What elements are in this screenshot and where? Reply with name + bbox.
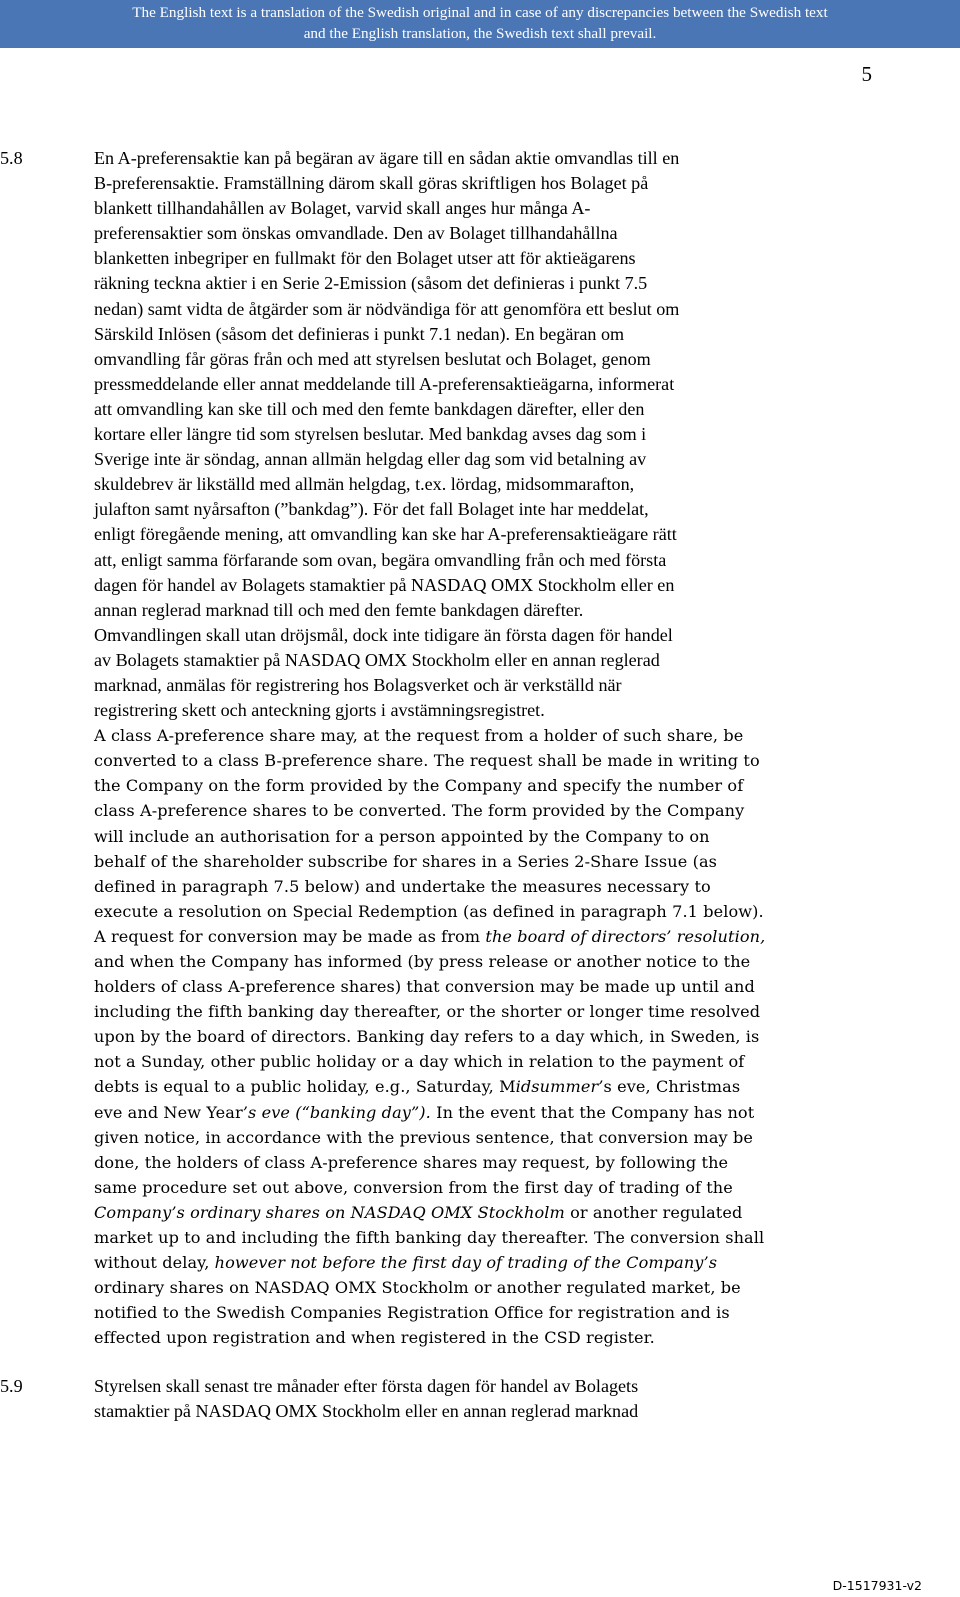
text-run: eve and New Year xyxy=(94,1102,243,1122)
text-run: without delay, xyxy=(94,1253,215,1273)
document-id: D-1517931-v2 xyxy=(832,1578,922,1593)
text-line: same procedure set out above, conversion from the first day of trading of the xyxy=(94,1177,733,1197)
text-line: marknad, anmälas för registrering hos Bolagsverket och är verkställd när xyxy=(94,674,622,695)
text-line: effected upon registration and when registered in the CSD register. xyxy=(94,1328,655,1348)
italic-run: ’s eve (“banking day”). xyxy=(242,1102,431,1122)
text-line: stamaktier på NASDAQ OMX Stockholm eller en annan reglerad marknad xyxy=(94,1401,639,1422)
text-line: notified to the Swedish Companies Registration Office for registration and is xyxy=(94,1303,730,1323)
text-line: class A-preference shares to be converted. The form provided by the Company xyxy=(94,801,745,821)
text-line: blankett tillhandahållen av Bolaget, varvid skall anges hur många A- xyxy=(94,198,591,219)
text-line: including the fifth banking day thereafter, or the shorter or longer time resolved xyxy=(94,1002,761,1022)
translation-notice-line-1: The English text is a translation of the Swedish original and in case of any discrepancies between the Swedish text xyxy=(132,4,828,21)
text-line: behalf of the shareholder subscribe for shares in a Series 2-Share Issue (as xyxy=(94,851,717,871)
text-line: räkning teckna aktier i en Serie 2-Emission (såsom det definieras i punkt 7.5 xyxy=(94,273,648,294)
section-body xyxy=(94,146,814,1351)
text-line: B-preferensaktie. Framställning därom skall göras skriftligen hos Bolaget på xyxy=(94,173,649,194)
text-run: s eve, Christmas xyxy=(603,1077,741,1097)
text-line: att, enligt samma förfarande som ovan, begära omvandling från och med första xyxy=(94,549,667,570)
text-line: and when the Company has informed (by press release or another notice to the xyxy=(94,952,751,971)
text-line: given notice, in accordance with the previous sentence, that conversion may be xyxy=(94,1127,753,1147)
text-line: skuldebrev är likställd med allmän helgdag, t.ex. lördag, midsommarafton, xyxy=(94,474,635,495)
text-line: annan reglerad marknad till och med den femte bankdagen därefter. xyxy=(94,599,584,620)
text-line: ordinary shares on NASDAQ OMX Stockholm or another regulated market, be xyxy=(94,1278,741,1298)
text-line: Styrelsen skall senast tre månader efter första dagen för handel av Bolagets xyxy=(94,1376,639,1396)
text-line: enligt föregående mening, att omvandling kan ske har A-preferensaktieägare rätt xyxy=(94,524,677,545)
text-line: registrering skett och anteckning gjorts i avstämningsregistret. xyxy=(94,700,545,721)
text-line: the Company on the form provided by the Company and specify the number of xyxy=(94,776,744,796)
english-translation xyxy=(94,723,814,1350)
italic-run: idsummer’ xyxy=(515,1077,604,1097)
italic-run: Company’s ordinary shares on NASDAQ OMX Stockholm xyxy=(94,1202,565,1222)
text-line: Särskild Inlösen (såsom det definieras i punkt 7.1 nedan). En begäran om xyxy=(94,323,625,344)
text-run: In the event that the Company has not xyxy=(430,1102,755,1122)
section-body xyxy=(94,1374,814,1424)
text-line: nedan) samt vidta de åtgärder som är nödvändiga för att genomföra ett beslut om xyxy=(94,298,680,319)
text-line: execute a resolution on Special Redemption (as defined in paragraph 7.1 below). xyxy=(94,901,764,921)
text-line: En A-preferensaktie kan på begäran av ägare till en sådan aktie omvandlas till en xyxy=(94,148,680,168)
text-line: Sverige inte är söndag, annan allmän helgdag eller dag som vid betalning av xyxy=(94,449,647,470)
page-number: 5 xyxy=(861,62,872,86)
text-line: omvandling får göras från och med att styrelsen beslutat och Bolaget, genom xyxy=(94,348,651,369)
section-number: 5.8 xyxy=(0,148,23,168)
text-run: or another regulated xyxy=(564,1202,743,1222)
text-line: att omvandling kan ske till och med den femte bankdagen därefter, eller den xyxy=(94,398,645,419)
text-line: julafton samt nyårsafton (”bankdag”). För det fall Bolaget inte har meddelat, xyxy=(94,499,649,520)
translation-notice-line-2: and the English translation, the Swedish text shall prevail. xyxy=(303,25,657,42)
text-line: will include an authorisation for a person appointed by the Company to on xyxy=(94,826,710,846)
text-line: defined in paragraph 7.5 below) and undertake the measures necessary to xyxy=(94,876,711,896)
text-line: A class A-preference share may, at the request from a holder of such share, be xyxy=(94,726,744,746)
text-line: dagen för handel av Bolagets stamaktier på NASDAQ OMX Stockholm eller en xyxy=(94,574,675,595)
text-run: debts is equal to a public holiday, e.g., Saturday, M xyxy=(94,1077,516,1097)
swedish-text xyxy=(94,146,814,723)
text-line: Omvandlingen skall utan dröjsmål, dock inte tidigare än första dagen för handel xyxy=(94,624,673,645)
text-line: blanketten inbegriper en fullmakt för den Bolaget utser att för aktieägarens xyxy=(94,248,636,269)
italic-run: the board of directors’ resolution, xyxy=(485,926,766,946)
text-line: pressmeddelande eller annat meddelande till A-preferensaktieägarna, informerat xyxy=(94,373,675,394)
text-line: av Bolagets stamaktier på NASDAQ OMX Stockholm eller en annan reglerad xyxy=(94,649,660,670)
section-number: 5.9 xyxy=(0,1376,23,1396)
text-line: upon by the board of directors. Banking day refers to a day which, in Sweden, is xyxy=(94,1027,760,1047)
text-line: converted to a class B-preference share. The request shall be made in writing to xyxy=(94,751,760,771)
text-line: market up to and including the fifth banking day thereafter. The conversion shall xyxy=(94,1228,765,1248)
text-line xyxy=(94,1100,814,1125)
text-line: preferensaktier som önskas omvandlade. Den av Bolaget tillhandahållna xyxy=(94,223,618,244)
text-line xyxy=(94,1074,814,1099)
text-line: done, the holders of class A-preference shares may request, by following the xyxy=(94,1152,729,1172)
text-line xyxy=(94,924,814,949)
translation-notice-banner xyxy=(0,0,960,48)
italic-run: however not before the first day of trading of the Company’s xyxy=(214,1253,718,1273)
text-line: kortare eller längre tid som styrelsen beslutar. Med bankdag avses dag som i xyxy=(94,424,647,445)
text-line xyxy=(94,1250,814,1275)
text-run: A request for conversion may be made as from xyxy=(94,926,486,946)
text-line: holders of class A-preference shares) that conversion may be made up until and xyxy=(94,977,755,997)
text-line xyxy=(94,1200,814,1225)
text-line: not a Sunday, other public holiday or a day which in relation to the payment of xyxy=(94,1052,745,1072)
